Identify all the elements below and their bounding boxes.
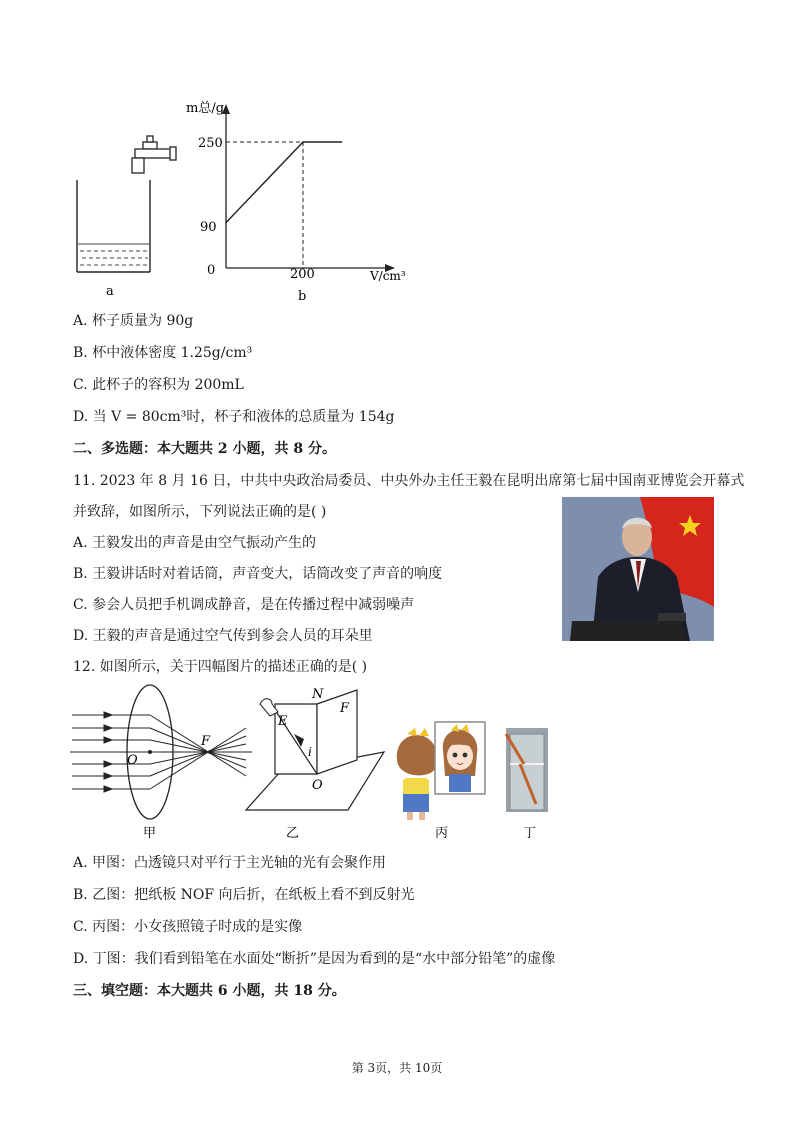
y-tick-250: 250	[198, 136, 223, 151]
figure-yi-label: 乙	[286, 826, 300, 840]
section-2-heading: 二、多选题：本大题共 2 小题，共 8 分。	[73, 441, 336, 457]
q11-option-a: A. 王毅发出的声音是由空气振动产生的	[73, 535, 317, 551]
section-3-heading: 三、填空题：本大题共 6 小题，共 18 分。	[73, 983, 346, 999]
tap-icon	[132, 136, 176, 173]
page-footer: 第 3页，共 10页	[351, 1061, 443, 1075]
lens-center-label: O	[127, 753, 138, 768]
figure-reflection-board	[242, 682, 392, 840]
q10-option-c: C. 此杯子的容积为 200mL	[73, 377, 244, 393]
board-label-e: E	[278, 714, 288, 729]
x-tick-200: 200	[290, 267, 315, 282]
q11-option-d: D. 王毅的声音是通过空气传到参会人员的耳朵里	[73, 628, 373, 644]
q12-option-a: A. 甲图：凸透镜只对平行于主光轴的光有会聚作用	[73, 855, 387, 871]
y-axis-label: m总/g	[186, 101, 225, 116]
figure-b-label: b	[298, 289, 307, 304]
q11-option-b: B. 王毅讲话时对着话筒，声音变大，话筒改变了声音的响度	[73, 566, 443, 582]
figure-a-label: a	[106, 284, 114, 299]
board-nof	[317, 690, 357, 774]
q12-option-c: C. 丙图：小女孩照镜子时成的是实像	[73, 919, 303, 935]
mass-volume-chart	[180, 94, 420, 309]
water	[77, 244, 150, 265]
lens-focus-label: F	[201, 734, 211, 749]
origin-label: 0	[207, 263, 216, 278]
figure-a-cup-tap	[70, 132, 185, 300]
q11-stem-line1: 11. 2023 年 8 月 16 日，中共中央政治局委员、中央外办主任王毅在昆明出席第七届中国南亚博览会开幕式	[73, 473, 745, 489]
data-point	[341, 141, 343, 143]
figure-bing-label: 丙	[435, 826, 449, 840]
q12-stem: 12. 如图所示，关于四幅图片的描述正确的是( )	[73, 659, 368, 675]
mass-volume-line	[226, 142, 342, 223]
data-point	[225, 222, 227, 224]
q11-option-c: C. 参会人员把手机调成静音，是在传播过程中减弱噪声	[73, 597, 415, 613]
figure-pencil-glass	[500, 726, 560, 840]
x-axis-label: V/cm³	[370, 269, 406, 283]
q10-option-b: B. 杯中液体密度 1.25g/cm³	[73, 345, 253, 361]
water-glass	[510, 734, 544, 810]
figure-jia-label: 甲	[143, 826, 157, 840]
board-label-i: i	[308, 745, 312, 759]
q10-option-d: D. 当 V = 80cm³时，杯子和液体的总质量为 154g	[73, 409, 395, 425]
board-label-f: F	[340, 701, 350, 716]
girl	[397, 728, 437, 820]
figure-ding-label: 丁	[523, 826, 537, 840]
board-label-o: O	[312, 778, 323, 793]
data-point	[302, 141, 304, 143]
q12-option-d: D. 丁图：我们看到铅笔在水面处“断折”是因为看到的是“水中部分铅笔”的虚像	[73, 951, 556, 967]
speaker-photo	[562, 497, 714, 641]
podium	[570, 621, 686, 641]
q10-option-a: A. 杯子质量为 90g	[73, 313, 194, 329]
board-label-n: N	[312, 687, 324, 702]
figure-convex-lens	[70, 682, 255, 840]
figure-girl-mirror	[389, 720, 499, 840]
q12-option-b: B. 乙图：把纸板 NOF 向后折，在纸板上看不到反射光	[73, 887, 415, 903]
q11-stem-line2: 并致辞，如图所示，下列说法正确的是( )	[73, 504, 327, 520]
y-tick-90: 90	[200, 220, 217, 235]
